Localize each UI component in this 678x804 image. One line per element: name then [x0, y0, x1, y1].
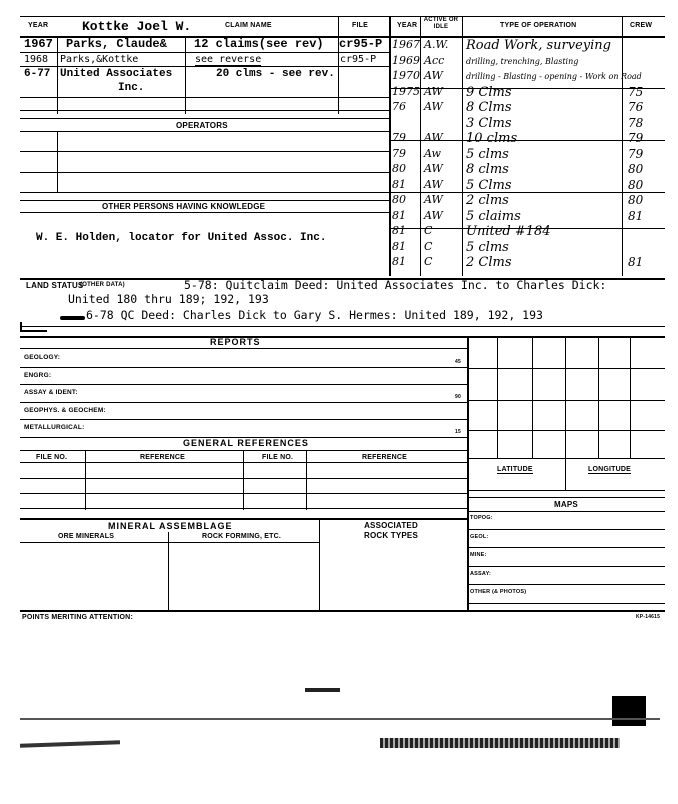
operators-col — [57, 131, 58, 192]
reports-title: REPORTS — [210, 337, 261, 347]
operation-year: 81 — [392, 208, 406, 222]
operation-year: 1969 — [392, 53, 420, 67]
operation-crew: 80 — [628, 177, 644, 192]
points-top-rule — [20, 610, 665, 612]
claim-row-4-name: Inc. — [118, 82, 145, 94]
top-border — [20, 16, 665, 17]
ink-smudge — [60, 316, 85, 320]
operation-type: United #184 — [466, 224, 551, 239]
operation-type: 8 clms — [466, 162, 509, 177]
operation-type: drilling, trenching, Blasting — [466, 56, 579, 66]
land-status-bottom-rule — [20, 326, 665, 327]
claim-row-1-file: cr95-P — [339, 37, 383, 51]
grid-v-3 — [565, 336, 566, 458]
map-row-rule — [467, 547, 665, 548]
report-row-number: 15 — [455, 429, 461, 435]
map-row-label: OTHER (& PHOTOS) — [470, 589, 527, 595]
grid-v-1 — [497, 336, 498, 458]
operation-status: C — [424, 239, 433, 253]
claim-row-1-year: 1967 — [24, 37, 53, 51]
operators-top-rule — [20, 118, 390, 119]
operation-type: 2 Clms — [466, 255, 512, 270]
claim-row-1-name: Parks, Claude& — [66, 37, 167, 51]
operation-year: 1967 — [392, 38, 420, 51]
claim-row-2-claims: see reverse — [195, 54, 262, 65]
genref-head-rule — [20, 462, 468, 463]
claimant-name: Kottke Joel W. — [82, 19, 192, 34]
map-row-rule — [467, 584, 665, 585]
operation-year: 1975 — [392, 84, 420, 98]
operation-status: AW — [424, 84, 443, 98]
claim-row-3-claims: 20 clms - see rev. — [216, 68, 335, 80]
hdr-sep-3 — [420, 16, 421, 38]
land-status-line1: 5-78: Quitclaim Deed: United Associates Inc. to Charles Dick: — [184, 278, 607, 292]
land-status-label: LAND STATUS — [26, 281, 84, 290]
type-of-operation-header: TYPE OF OPERATION — [500, 22, 577, 29]
operation-year: 79 — [392, 131, 406, 144]
map-row-rule — [467, 603, 665, 604]
operation-status: C — [424, 224, 433, 237]
operation-crew: 81 — [628, 255, 644, 269]
rock-forming-label: ROCK FORMING, ETC. — [202, 533, 282, 540]
grid-h-2 — [467, 400, 665, 401]
operation-type: 2 clms — [466, 193, 509, 208]
operation-year: 81 — [392, 177, 406, 191]
claim-row-3-name: United Associates — [60, 68, 173, 80]
operation-type: 5 clms — [466, 146, 509, 162]
hdr-sep-1 — [338, 16, 339, 38]
reports-title-rule — [20, 348, 468, 349]
operators-rule-2 — [20, 151, 390, 152]
grid-v-2 — [532, 336, 533, 458]
operation-crew: 80 — [628, 193, 644, 207]
file-year-divider — [389, 16, 391, 276]
black-scan-block — [612, 696, 646, 726]
operation-type: 9 Clms — [466, 84, 512, 100]
operation-status: AW — [424, 177, 443, 191]
operation-status: AW — [424, 131, 443, 144]
mineral-top-rule — [20, 518, 468, 520]
year-header: YEAR — [28, 22, 49, 29]
map-row-label: GEOL: — [470, 533, 489, 540]
claims-rule-1 — [20, 52, 390, 53]
operation-year: 1970 — [392, 69, 420, 82]
operation-status: C — [424, 255, 433, 268]
maps-title: MAPS — [554, 500, 578, 509]
report-row-number: 45 — [455, 359, 461, 365]
operation-year: 81 — [392, 224, 406, 237]
claims-col-1 — [57, 36, 58, 114]
land-status-sublabel: (OTHER DATA) — [80, 282, 125, 288]
other-persons-text: W. E. Holden, locator for United Assoc. Inc. — [36, 232, 327, 244]
other-persons-label: OTHER PERSONS HAVING KNOWLEDGE — [102, 202, 266, 211]
claim-row-2-year: 1968 — [24, 54, 49, 65]
genref-col-2: REFERENCE — [140, 454, 185, 461]
claims-rule-4 — [20, 110, 390, 111]
genref-v-2 — [243, 450, 244, 510]
map-row-label: TOPOG: — [470, 515, 493, 521]
map-row-label: MINE: — [470, 552, 487, 558]
operation-type: 5 claims — [466, 208, 521, 224]
right-panel-divider — [467, 336, 469, 611]
claim-row-1-claims: 12 claims(see rev) — [194, 37, 324, 51]
report-row-rule — [20, 367, 468, 368]
operation-status: A.W. — [424, 38, 449, 51]
report-row-label: ENGRG: — [24, 371, 52, 379]
operation-status: AW — [424, 162, 443, 175]
operators-rule-4 — [20, 192, 390, 193]
maps-title-rule — [467, 511, 665, 512]
mineral-assemblage-title: MINERAL ASSEMBLAGE — [108, 521, 233, 531]
operation-crew: 76 — [628, 100, 644, 114]
active-idle-header: ACTIVE OR IDLE — [423, 17, 459, 30]
scan-streak — [20, 718, 660, 720]
claim-row-2-name: Parks,&Kottke — [60, 54, 139, 65]
claims-rule-2 — [20, 66, 390, 67]
operation-year: 79 — [392, 146, 406, 160]
genref-rule-1 — [20, 478, 468, 479]
mineral-v-2 — [319, 518, 320, 610]
grid-v-5 — [630, 336, 631, 458]
reports-top-rule — [20, 336, 665, 338]
map-row-rule — [467, 529, 665, 530]
hdr-sep-4 — [462, 16, 463, 38]
operation-type: drilling - Blasting - opening - Work on Road — [466, 72, 642, 81]
grid-h-3 — [467, 430, 665, 431]
operators-rule-1 — [20, 131, 390, 132]
points-meriting-label: POINTS MERITING ATTENTION: — [22, 614, 133, 621]
lat-top-rule — [467, 458, 665, 459]
ops-col-2 — [462, 36, 463, 276]
report-row-label: GEOLOGY: — [24, 354, 61, 361]
report-row-label: GEOPHYS. & GEOCHEM: — [24, 406, 106, 414]
operation-status: AW — [424, 69, 443, 82]
operation-year: 81 — [392, 255, 406, 268]
other-persons-rule — [20, 212, 390, 213]
operation-crew: 79 — [628, 131, 644, 145]
genref-col-4: REFERENCE — [362, 454, 407, 461]
operation-type: 5 clms — [466, 239, 509, 255]
genref-rule-3 — [20, 508, 468, 509]
genref-v-1 — [85, 450, 86, 510]
scan-noise-band — [380, 738, 620, 748]
operation-status: AW — [424, 208, 443, 222]
mineral-head-rule — [20, 542, 320, 543]
map-row-rule — [467, 566, 665, 567]
form-number: KP-14615 — [636, 614, 661, 620]
lat-long-divider — [565, 458, 566, 490]
crew-header: CREW — [630, 22, 653, 29]
claims-rule-3 — [20, 97, 390, 98]
genref-col-3: FILE NO. — [262, 454, 294, 461]
operation-crew: 78 — [628, 115, 644, 130]
general-references-title: GENERAL REFERENCES — [183, 438, 309, 448]
operation-type: 10 clms — [466, 131, 518, 146]
hdr-sep-5 — [622, 16, 623, 38]
report-row-number: 90 — [455, 394, 461, 400]
genref-rule-2 — [20, 493, 468, 494]
mineral-v-1 — [168, 532, 169, 610]
map-row-label: ASSAY: — [470, 570, 492, 577]
claim-name-header: CLAIM NAME — [225, 22, 272, 29]
longitude-label: LONGITUDE — [588, 466, 632, 473]
maps-top-rule — [467, 497, 665, 498]
scan-noise-left — [20, 740, 120, 747]
land-status-line2: United 180 thru 189; 192, 193 — [68, 292, 269, 306]
year2-header: YEAR — [397, 22, 418, 29]
operation-crew: 75 — [628, 84, 644, 99]
operation-crew: 80 — [628, 162, 644, 176]
claims-col-2 — [185, 36, 186, 114]
genref-v-3 — [306, 450, 307, 510]
operation-crew: 79 — [628, 146, 644, 161]
lat-bottom-rule — [467, 490, 665, 491]
operation-type: Road Work, surveying — [466, 38, 611, 53]
operation-type: 5 Clms — [466, 177, 512, 193]
genref-col-1: FILE NO. — [36, 454, 68, 461]
grid-v-4 — [598, 336, 599, 458]
latitude-label: LATITUDE — [497, 466, 533, 473]
grid-h-1 — [467, 368, 665, 369]
operation-year: 76 — [392, 100, 406, 113]
land-status-line3: 6-78 QC Deed: Charles Dick to Gary S. Hermes: United 189, 192, 193 — [86, 308, 543, 322]
operation-type: 8 Clms — [466, 100, 512, 115]
claim-row-3-year: 6-77 — [24, 68, 51, 80]
operation-crew: 81 — [628, 208, 644, 223]
operation-year: 81 — [392, 239, 406, 253]
operators-label: OPERATORS — [176, 121, 228, 130]
operation-year: 80 — [392, 162, 406, 175]
operation-type: 3 Clms — [466, 115, 512, 131]
report-row-rule — [20, 384, 468, 385]
report-row-rule — [20, 419, 468, 420]
operation-year: 80 — [392, 193, 406, 206]
operation-status: Acc — [424, 53, 445, 67]
operation-status: AW — [424, 100, 443, 113]
genref-title-rule — [20, 450, 468, 451]
claims-col-3 — [338, 36, 339, 114]
corner-mark — [20, 322, 47, 332]
file-header: FILE — [352, 22, 368, 29]
operation-status: Aw — [424, 146, 441, 160]
claim-row-2-file: cr95-P — [340, 54, 377, 65]
ops-col-1 — [420, 36, 421, 276]
ore-minerals-label: ORE MINERALS — [58, 533, 115, 540]
operation-status: AW — [424, 193, 443, 206]
report-row-rule — [20, 402, 468, 403]
associated-rock-types-label: ASSOCIATED ROCK TYPES — [363, 521, 418, 540]
other-persons-top-rule — [20, 200, 390, 201]
operators-rule-3 — [20, 172, 390, 173]
report-row-label: ASSAY & IDENT: — [24, 389, 78, 396]
report-row-label: METALLURGICAL: — [24, 424, 85, 431]
scan-dash — [305, 688, 340, 692]
